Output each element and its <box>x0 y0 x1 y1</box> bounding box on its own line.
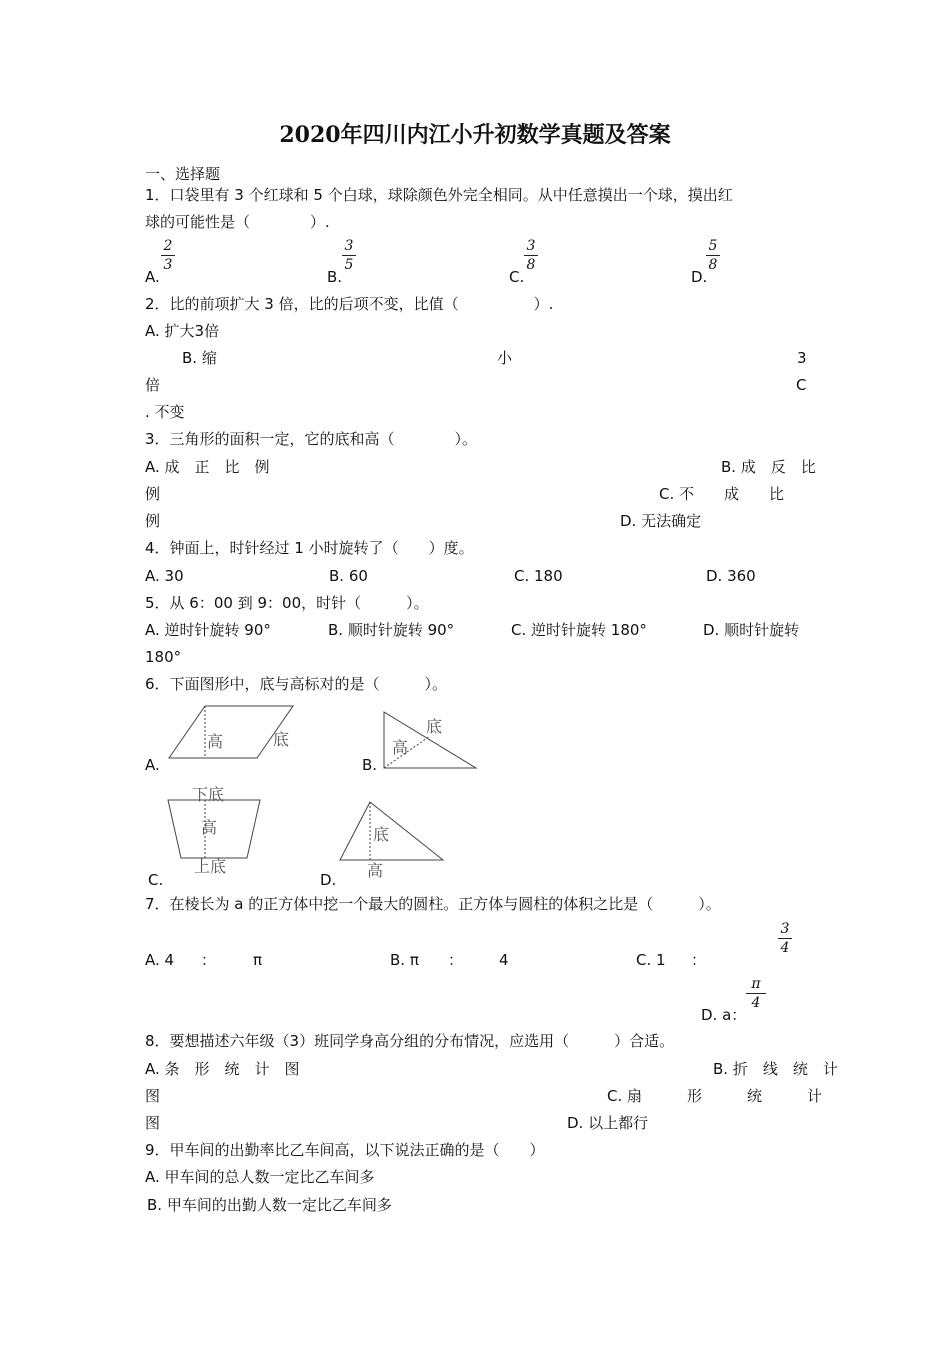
q4-option-c: C. 180 <box>514 567 563 585</box>
q1-option-c-label: C. <box>509 268 525 286</box>
height-label: 高 <box>367 861 384 880</box>
q7-option-c-fraction <box>778 921 792 956</box>
base-label: 底 <box>426 717 443 736</box>
q9-option-b: B. 甲车间的出勤人数一定比乙车间多 <box>147 1196 392 1214</box>
q7-option-d-denominator: 4 <box>751 995 761 1011</box>
q6-figure-b-triangle <box>378 708 480 772</box>
section-heading: 一、选择题 <box>145 165 221 183</box>
q2-option-a: A. 扩大3倍 <box>145 322 220 340</box>
q3-option-b-wrap: 例 <box>145 485 161 503</box>
q2-option-b-part4: 倍 <box>145 376 161 394</box>
q4-stem: 4．钟面上，时针经过 1 小时旋转了（ ）度。 <box>145 539 474 557</box>
q7-option-b-part2: 4 <box>499 951 509 969</box>
q2-option-b-part2: 小 <box>497 349 513 367</box>
q5-option-d-wrap: 180° <box>145 648 182 666</box>
q1-option-b-fraction <box>342 238 356 273</box>
q1-option-a-label: A. <box>145 268 160 286</box>
q3-option-c: C. 不 成 比 <box>659 485 785 503</box>
q1-option-c-numerator: 3 <box>526 238 536 254</box>
base-label: 底 <box>373 825 390 844</box>
q7-option-a-part2: π <box>253 951 263 969</box>
q1-option-c-denominator: 8 <box>526 257 536 273</box>
q6-figure-c-trapezoid <box>163 780 265 880</box>
q7-option-c-denominator: 4 <box>780 940 790 956</box>
q3-stem: 3．三角形的面积一定，它的底和高（ ）。 <box>145 430 478 448</box>
q9-option-a: A. 甲车间的总人数一定比乙车间多 <box>145 1168 375 1186</box>
q1-option-b-label: B. <box>327 268 343 286</box>
height-label: 高 <box>207 732 224 751</box>
q2-option-c-part1: C <box>796 376 807 394</box>
q8-option-c: C. 扇 形 统 计 <box>607 1087 823 1105</box>
q7-option-d-part1: D. a： <box>701 1006 747 1024</box>
q1-option-d-fraction <box>706 238 720 273</box>
q2-stem: 2．比的前项扩大 3 倍，比的后项不变，比值（ ）. <box>145 295 554 313</box>
q7-option-d-fraction <box>746 976 766 1011</box>
q7-option-c-part1: C. 1 <box>636 951 666 969</box>
q6-option-a-label: A. <box>145 756 160 774</box>
q1-option-a-denominator: 3 <box>163 257 173 273</box>
q3-option-b: B. 成 反 比 <box>721 458 816 476</box>
q7-option-b-colon: ： <box>448 951 464 969</box>
q1-option-d-denominator: 8 <box>708 257 718 273</box>
q8-option-c-wrap: 图 <box>145 1114 161 1132</box>
q8-option-d: D. 以上都行 <box>567 1114 649 1132</box>
q6-figure-a-parallelogram <box>165 700 295 765</box>
q5-option-d: D. 顺时针旋转 <box>703 621 800 639</box>
q6-stem: 6．下面图形中，底与高标对的是（ ）。 <box>145 675 448 693</box>
base-label: 底 <box>273 730 290 749</box>
q1-option-a-fraction <box>161 238 175 273</box>
q4-option-a: A. 30 <box>145 567 184 585</box>
q7-option-a-part1: A. 4 <box>145 951 175 969</box>
q9-stem: 9．甲车间的出勤率比乙车间高，以下说法正确的是（ ） <box>145 1141 545 1159</box>
q1-option-d-label: D. <box>691 268 708 286</box>
q1-option-b-numerator: 3 <box>344 238 354 254</box>
q6-option-c-label: C. <box>148 871 164 889</box>
q4-option-d: D. 360 <box>706 567 756 585</box>
q2-option-c-part2: . 不变 <box>145 403 185 421</box>
q6-option-b-label: B. <box>362 756 378 774</box>
q5-option-a: A. 逆时针旋转 90° <box>145 621 271 639</box>
bottom-base-label: 下底 <box>192 785 225 804</box>
q7-option-c-colon: ： <box>691 951 707 969</box>
q8-option-b: B. 折 线 统 计 <box>713 1060 838 1078</box>
q3-option-a: A. 成 正 比 例 <box>145 458 270 476</box>
q5-stem: 5．从 6：00 到 9：00，时针（ ）。 <box>145 594 429 612</box>
q6-option-d-label: D. <box>320 871 337 889</box>
q1-stem-line1: 1．口袋里有 3 个红球和 5 个白球，球除颜色外完全相同。从中任意摸出一个球，摸出红 <box>145 186 733 204</box>
height-label: 高 <box>392 738 409 757</box>
q1-stem-line2: 球的可能性是（ ）. <box>145 213 330 231</box>
q7-option-a-colon: ： <box>201 951 217 969</box>
q3-option-d: D. 无法确定 <box>620 512 702 530</box>
page-title: 2020年四川内江小升初数学真题及答案 <box>279 122 671 148</box>
q7-option-c-numerator: 3 <box>780 921 790 937</box>
q1-option-a-numerator: 2 <box>163 238 173 254</box>
q5-option-c: C. 逆时针旋转 180° <box>511 621 647 639</box>
q3-option-c-wrap: 例 <box>145 512 161 530</box>
q7-option-d-numerator: π <box>751 976 761 992</box>
top-base-label: 上底 <box>194 857 227 876</box>
triangle-shape <box>340 802 443 860</box>
q8-option-a: A. 条 形 统 计 图 <box>145 1060 300 1078</box>
q6-figure-d-triangle <box>335 798 447 882</box>
q4-option-b: B. 60 <box>329 567 368 585</box>
q8-stem: 8．要想描述六年级（3）班同学身高分组的分布情况，应选用（ ）合适。 <box>145 1032 675 1050</box>
q8-option-b-wrap: 图 <box>145 1087 161 1105</box>
q7-stem: 7．在棱长为 a 的正方体中挖一个最大的圆柱。正方体与圆柱的体积之比是（ ）。 <box>145 895 721 913</box>
q7-option-b-part1: B. π <box>390 951 419 969</box>
q2-option-b-part3: 3 <box>797 349 807 367</box>
q2-option-b-part1: B. 缩 <box>182 349 217 367</box>
q1-option-d-numerator: 5 <box>708 238 718 254</box>
q5-option-b: B. 顺时针旋转 90° <box>328 621 455 639</box>
height-label: 高 <box>201 818 218 837</box>
q1-option-b-denominator: 5 <box>344 257 354 273</box>
q1-option-c-fraction <box>524 238 538 273</box>
